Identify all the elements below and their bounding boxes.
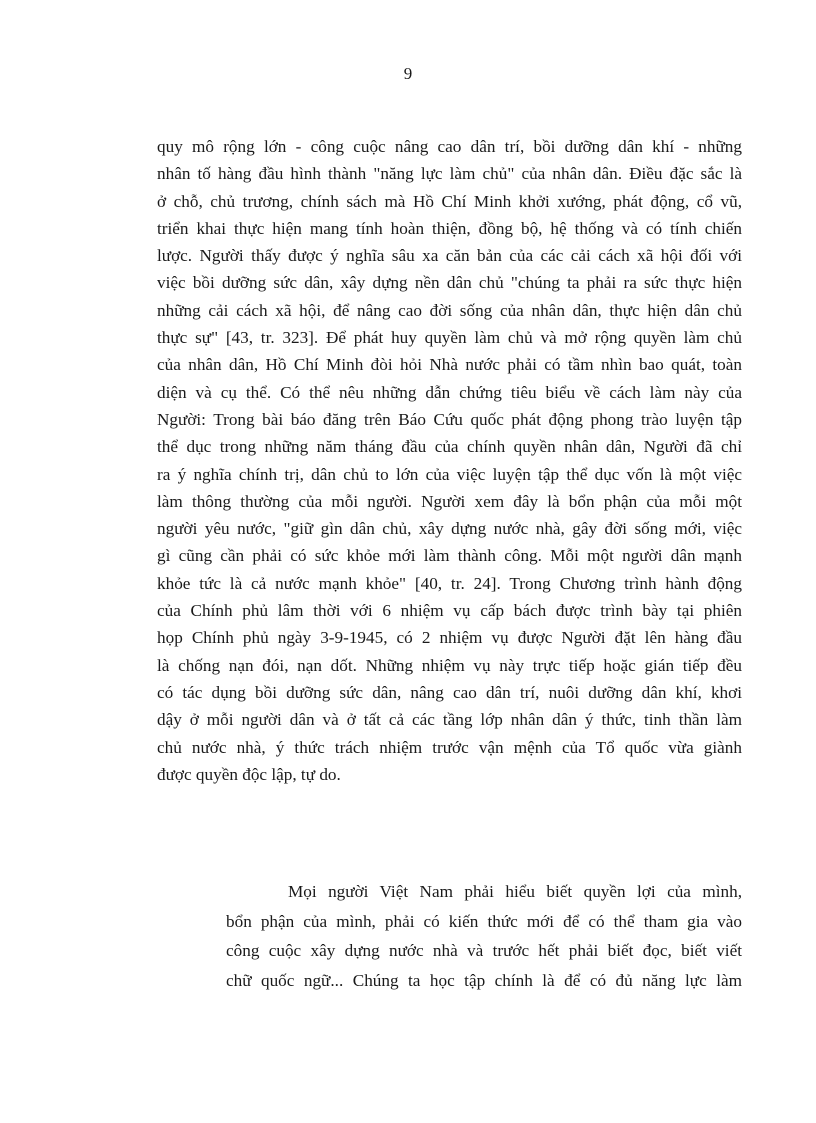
paragraph-line: nhân tố hàng đầu hình thành "năng lực làm chủ" của nhân dân. Điều đặc sắc là [157,164,742,184]
paragraph-line: quy mô rộng lớn - công cuộc nâng cao dân trí, bồi dưỡng dân khí - những [157,137,742,156]
paragraph-line: lược. Người thấy được ý nghĩa sâu xa căn bản của các cải cách xã hội đối với [157,246,742,266]
paragraph-line: có tác dụng bồi dưỡng sức dân, nâng cao dân trí, nuôi dưỡng dân khí, khơi [157,682,742,702]
paragraph-line: khỏe tức là cả nước mạnh khỏe" [40, tr. 24]. Trong Chương trình hành động [157,573,742,593]
paragraph-line: thực sự" [43, tr. 323]. Để phát huy quyền làm chủ và mở rộng quyền làm chủ [157,328,742,348]
paragraph-line: gì cũng cần phải có sức khỏe mới làm thành công. Mỗi một người dân mạnh [157,546,742,566]
paragraph-line: Người: Trong bài báo đăng trên Báo Cứu quốc phát động phong trào luyện tập [157,409,742,429]
paragraph-line: ra ý nghĩa chính trị, dân chủ to lớn của việc luyện tập thể dục vốn là một việc [157,464,742,484]
paragraph-line: việc bồi dưỡng sức dân, xây dựng nền dân chủ "chúng ta phải ra sức thực hiện [157,273,742,293]
quote-line: bổn phận của mình, phải có kiến thức mới để có thể tham gia vào [226,911,742,931]
quote-line: chữ quốc ngữ... Chúng ta học tập chính là để có đủ năng lực làm [226,970,742,990]
quote-line: công cuộc xây dựng nước nhà và trước hết phải biết đọc, biết viết [226,941,742,960]
block-quote [226,877,742,995]
page-number: 9 [403,64,413,83]
paragraph-line: họp Chính phủ ngày 3-9-1945, có 2 nhiệm vụ được Người đặt lên hàng đầu [157,628,742,648]
paragraph-line: chủ nước nhà, ý thức trách nhiệm trước vận mệnh của Tổ quốc vừa giành [157,737,742,757]
paragraph-line: làm thông thường của mỗi người. Người xem đây là bổn phận của mỗi một [157,491,742,511]
paragraph-line: dậy ở mỗi người dân và ở tất cả các tầng lớp nhân dân ý thức, tinh thần làm [157,710,742,730]
quote-line: Mọi người Việt Nam phải hiểu biết quyền lợi của mình, [288,882,742,901]
paragraph-line: thể dục trong những năm tháng đầu của chính quyền nhân dân, Người đã chỉ [157,437,742,457]
paragraph-line: ở chỗ, chủ trương, chính sách mà Hồ Chí Minh khởi xướng, phát động, cổ vũ, [157,191,742,211]
paragraph-line: là chống nạn đói, nạn dốt. Những nhiệm vụ này trực tiếp hoặc gián tiếp đều [157,655,742,675]
paragraph-line: của Chính phủ lâm thời với 6 nhiệm vụ cấp bách được trình bày tại phiên [157,601,742,621]
paragraph-line: diện và cụ thể. Có thể nêu những dẫn chứng tiêu biểu về cách làm này của [157,382,742,402]
body-paragraph [157,133,742,788]
paragraph-line: người yêu nước, "giữ gìn dân chủ, xây dựng nước nhà, gây đời sống mới, việc [157,519,742,539]
paragraph-line: được quyền độc lập, tự do. [157,764,341,784]
paragraph-line: triển khai thực hiện mang tính hoàn thiện, đồng bộ, hệ thống và có tính chiến [157,218,742,238]
paragraph-line: những cải cách xã hội, để nâng cao đời sống của nhân dân, thực hiện dân chủ [157,300,742,320]
paragraph-line: của nhân dân, Hồ Chí Minh đòi hỏi Nhà nước phải có tầm nhìn bao quát, toàn [157,355,742,375]
